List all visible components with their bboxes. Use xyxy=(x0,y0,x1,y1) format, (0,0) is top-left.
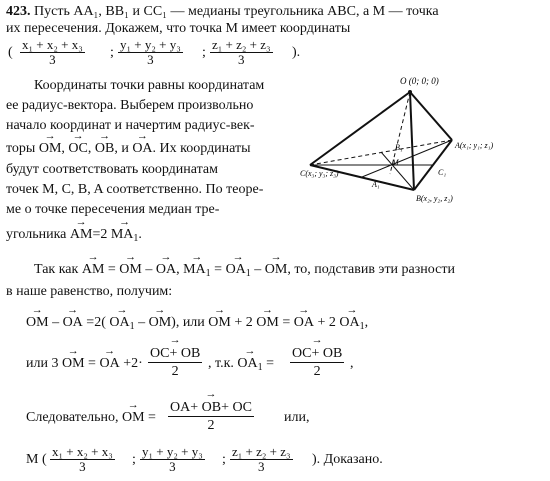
para2-head: Так как xyxy=(34,262,79,277)
equals-two: =2 xyxy=(92,227,108,242)
equation-2-fraction-2 xyxy=(290,345,344,380)
para2-line-2: в наше равенство, получим: xyxy=(6,284,173,299)
fraction-denominator: 2 xyxy=(313,364,321,379)
coords-open: ( xyxy=(8,45,13,60)
vector-om: → OM xyxy=(119,262,142,278)
minus: – xyxy=(254,262,262,277)
para1-line-8 xyxy=(6,227,142,247)
para1-line-4-tail: . Их координаты xyxy=(152,141,251,156)
para2-line-1 xyxy=(34,262,455,282)
eq4-y-numerator: y₁ + y₂ + y₃ xyxy=(142,444,203,459)
vector-am: → AM xyxy=(82,262,105,278)
equation-2-left xyxy=(26,356,143,372)
problem-header xyxy=(6,4,439,20)
coords-y-denominator: 3 xyxy=(147,52,154,67)
equals: = xyxy=(214,262,223,277)
period: . xyxy=(138,227,142,242)
para2-tail: , то, подставив эти разности xyxy=(287,262,455,277)
comma: , xyxy=(87,141,92,156)
vector-oa1 xyxy=(109,315,134,335)
edge-ob xyxy=(410,92,414,190)
eq4-fraction-z xyxy=(230,445,293,474)
eq4-fraction-x xyxy=(50,445,115,474)
subscript: 1 xyxy=(129,321,135,332)
fraction-numerator: → OC+ OB xyxy=(290,345,344,363)
label-a: A(x₁; y₁; z₁) xyxy=(455,141,494,150)
label-m: M xyxy=(392,158,399,167)
equation-2-end: , xyxy=(350,356,354,371)
label-c1: C₁ xyxy=(438,168,447,177)
subscript: 1 xyxy=(133,233,139,244)
minus: – xyxy=(138,315,146,330)
equals-two: =2( xyxy=(86,315,106,330)
label-b1: B₁ xyxy=(395,143,403,152)
para1-line-8-head: угольника xyxy=(6,227,67,242)
plus-two-times: +2· xyxy=(123,356,143,371)
coords-sep-1: ; xyxy=(110,45,114,60)
eq4-y-denominator: 3 xyxy=(169,459,176,474)
equals: = xyxy=(107,262,116,277)
eq4-z-numerator: z₁ + z₂ + z₃ xyxy=(232,444,291,459)
eq4-z-denominator: 3 xyxy=(258,459,265,474)
equation-3-fraction xyxy=(168,399,254,434)
equation-3-end: или, xyxy=(284,410,310,425)
point-o xyxy=(408,90,412,94)
para1-vectors-label: торы xyxy=(6,141,36,156)
fraction-denominator: 2 xyxy=(207,418,215,433)
vector-ma1-label: MA xyxy=(110,227,134,242)
equation-1 xyxy=(26,315,368,335)
vector-ma1 xyxy=(183,262,211,282)
vector-om: → OM xyxy=(208,315,231,331)
eq4-sep-2: ; xyxy=(222,452,226,467)
para1-line-2: ее радиус-вектора. Выберем произвольно xyxy=(6,98,254,113)
coords-sep-2: ; xyxy=(202,45,206,60)
tetrahedron-figure xyxy=(300,70,545,205)
subscript: 1 xyxy=(205,268,211,279)
plus-two: + 2 xyxy=(317,315,336,330)
coords-fraction-x xyxy=(20,38,85,67)
equals: = xyxy=(266,356,275,371)
or-text: ), или xyxy=(171,315,205,330)
vector-om: → OM xyxy=(39,141,62,157)
vector-om: → OM xyxy=(26,315,49,331)
vector-om: → OM xyxy=(265,262,288,278)
equation-2-mid xyxy=(208,356,274,376)
para1-line-6: точек M, C, B, A соответственно. По теоре- xyxy=(6,182,264,197)
comma: , xyxy=(61,141,65,156)
vector-ma1 xyxy=(111,227,139,247)
para1-line-7: ме о точке пересечения медиан тре- xyxy=(6,202,220,217)
therefore-text: Следовательно, xyxy=(26,410,119,425)
conjunction: , и xyxy=(114,141,129,156)
vector-oa1-label: OA xyxy=(339,315,360,330)
because-text: , т.к. xyxy=(208,356,234,371)
equation-2-fraction xyxy=(148,345,202,380)
plus-two: + 2 xyxy=(234,315,253,330)
para1-line-1: Координаты точки равны координатам xyxy=(34,78,265,93)
vector-oc: → OC xyxy=(68,141,87,157)
coords-close: ). xyxy=(292,45,301,60)
vector-om: → OM xyxy=(122,410,145,426)
fraction-numerator: → OA+ OB+ OC xyxy=(168,399,254,417)
equation-3-left xyxy=(26,410,156,426)
subscript: 1 xyxy=(257,362,263,373)
coords-z-denominator: 3 xyxy=(238,52,245,67)
vector-om: → OM xyxy=(62,356,85,372)
fraction-denominator: 2 xyxy=(171,364,179,379)
eq4-end: ). Доказано. xyxy=(312,452,383,467)
vector-ob: → OB xyxy=(95,141,114,157)
eq4-x-numerator: x₁ + x₂ + x₃ xyxy=(52,444,113,459)
coords-y-numerator: y₁ + y₂ + y₃ xyxy=(120,37,181,52)
comma: , xyxy=(176,262,180,277)
fraction-numerator: → OC+ OB xyxy=(148,345,202,363)
coords-z-numerator: z₁ + z₂ + z₃ xyxy=(212,37,271,52)
minus: – xyxy=(145,262,153,277)
vector-oa1 xyxy=(226,262,251,282)
para1-line-5: будут соответствовать координатам xyxy=(6,162,218,177)
vector-oa1-label: OA xyxy=(109,315,130,330)
vector-oa1 xyxy=(339,315,364,335)
vector-oa1-label: OA xyxy=(237,356,258,371)
subscript: 1 xyxy=(245,268,251,279)
coords-fraction-y xyxy=(118,38,183,67)
or-three: или 3 xyxy=(26,356,59,371)
equals: = xyxy=(88,356,96,371)
problem-line-2: их пересечения. Докажем, что точка M имеет координаты xyxy=(6,21,351,36)
edge-oa xyxy=(410,92,452,140)
vector-oa1-label: OA xyxy=(225,262,246,277)
comma: , xyxy=(364,315,369,330)
equals: = xyxy=(282,315,291,330)
vector-ma1-label: MA xyxy=(183,262,206,277)
vector-oa1 xyxy=(237,356,262,376)
vector-oa: → OA xyxy=(132,141,152,157)
para1-line-4 xyxy=(6,141,251,157)
vector-oa: → OA xyxy=(63,315,83,331)
problem-number: 423. xyxy=(6,4,31,19)
vector-oa: → OA xyxy=(99,356,119,372)
vector-am: → AM xyxy=(70,227,93,243)
label-b: B(x₂, y₂, z₂) xyxy=(416,194,453,203)
eq4-open: M ( xyxy=(26,452,47,467)
minus: – xyxy=(52,315,60,330)
para1-line-3: начало координат и начертим радиус-век- xyxy=(6,118,255,133)
equals: = xyxy=(148,410,156,425)
coords-x-numerator: x₁ + x₂ + x₃ xyxy=(22,37,83,52)
vector-oa: → OA xyxy=(294,315,314,331)
vector-om: → OM xyxy=(149,315,172,331)
eq4-x-denominator: 3 xyxy=(79,459,86,474)
label-a1: A₁ xyxy=(372,180,380,189)
eq4-fraction-y xyxy=(140,445,205,474)
vector-om: → OM xyxy=(256,315,279,331)
eq4-sep-1: ; xyxy=(132,452,136,467)
problem-line-1: Пусть AA₁, BB₁ и CC₁ — медианы треугольника ABC, а M — точка xyxy=(34,4,439,19)
label-o: O (0; 0; 0) xyxy=(400,76,439,86)
coords-fraction-z xyxy=(210,38,273,67)
label-c: C(x₃; y₃; z₃) xyxy=(300,169,339,178)
subscript: 1 xyxy=(359,321,365,332)
coords-x-denominator: 3 xyxy=(49,52,56,67)
vector-oa: → OA xyxy=(156,262,176,278)
